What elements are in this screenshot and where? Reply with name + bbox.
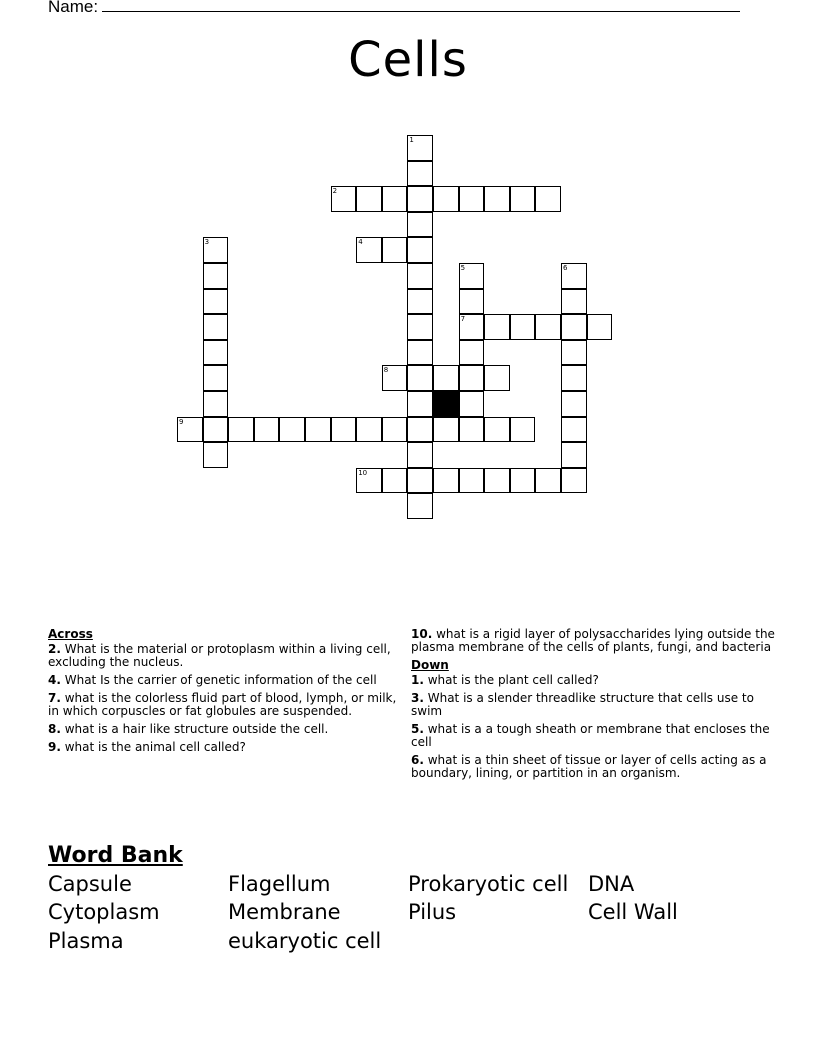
grid-cell[interactable] xyxy=(535,314,561,340)
grid-cell[interactable] xyxy=(356,186,382,212)
grid-cell[interactable] xyxy=(407,186,433,212)
grid-cell[interactable] xyxy=(561,289,587,315)
grid-cell[interactable] xyxy=(407,314,433,340)
grid-cell[interactable] xyxy=(203,365,229,391)
right-clues xyxy=(411,628,781,785)
grid-cell[interactable] xyxy=(382,237,408,263)
clue-down-5: 5. what is a a tough sheath or membrane that encloses the cell xyxy=(411,722,770,749)
clue-number: 9 xyxy=(179,417,184,426)
grid-cell[interactable] xyxy=(535,468,561,494)
grid-cell[interactable] xyxy=(510,417,536,443)
grid-cell[interactable] xyxy=(510,314,536,340)
clue-down-3: 3. What is a slender threadlike structure that cells use to swim xyxy=(411,691,754,718)
clue-across-7: 7. what is the colorless fluid part of blood, lymph, or milk, in which corpuscles or fat globules are suspended. xyxy=(48,691,397,718)
grid-cell[interactable] xyxy=(382,365,408,391)
grid-cell[interactable] xyxy=(484,186,510,212)
word-bank-word: Pilus xyxy=(408,900,457,924)
grid-cell[interactable] xyxy=(177,417,203,443)
grid-cell[interactable] xyxy=(407,161,433,187)
grid-cell[interactable] xyxy=(331,417,357,443)
grid-cell[interactable] xyxy=(561,365,587,391)
clue-number: 7 xyxy=(460,315,466,324)
grid-cell[interactable] xyxy=(407,212,433,238)
grid-cell[interactable] xyxy=(407,417,433,443)
grid-cell[interactable] xyxy=(484,314,510,340)
down-heading: Down xyxy=(411,658,449,672)
page-title: Cells xyxy=(348,32,468,88)
grid-cell[interactable] xyxy=(228,417,254,443)
word-bank-word: eukaryotic cell xyxy=(228,929,382,953)
grid-cell[interactable] xyxy=(459,263,485,289)
clue-number: 5 xyxy=(460,264,466,272)
grid-cell[interactable] xyxy=(407,365,433,391)
clue-number: 3 xyxy=(204,238,210,247)
grid-cell[interactable] xyxy=(561,391,587,417)
grid-cell[interactable] xyxy=(561,314,587,340)
grid-cell[interactable] xyxy=(203,314,229,340)
clue-across-4: 4. What Is the carrier of genetic information of the cell xyxy=(48,673,377,687)
grid-cell[interactable] xyxy=(279,417,305,443)
word-bank-word: Cytoplasm xyxy=(48,900,160,924)
grid-cell[interactable] xyxy=(433,186,459,212)
clue-number: 1 xyxy=(409,136,414,144)
grid-cell[interactable] xyxy=(459,468,485,494)
word-bank-word: Flagellum xyxy=(228,872,331,896)
grid-cell[interactable] xyxy=(535,186,561,212)
word-bank-word: Capsule xyxy=(48,872,132,896)
clue-number: 2 xyxy=(332,187,338,196)
grid-cell[interactable] xyxy=(203,237,229,263)
clue-number: 6 xyxy=(563,264,568,272)
word-bank-word: Membrane xyxy=(228,900,341,924)
clue-across-8: 8. what is a hair like structure outside the cell. xyxy=(48,722,329,736)
grid-cell[interactable] xyxy=(331,186,357,212)
grid-cell[interactable] xyxy=(407,289,433,315)
grid-cell[interactable] xyxy=(433,417,459,443)
word-bank-word: Plasma xyxy=(48,929,124,953)
grid-cell[interactable] xyxy=(587,314,613,340)
grid-cell[interactable] xyxy=(203,289,229,315)
grid-cell[interactable] xyxy=(459,314,485,340)
clue-across-2: 2. What is the material or protoplasm within a living cell, excluding the nucleus. xyxy=(48,642,391,669)
grid-cell[interactable] xyxy=(203,391,229,417)
clue-across-9: 9. what is the animal cell called? xyxy=(48,740,246,754)
grid-cell[interactable] xyxy=(459,391,485,417)
grid-cell[interactable] xyxy=(484,468,510,494)
grid-cell[interactable] xyxy=(203,417,229,443)
word-bank-word: Cell Wall xyxy=(588,900,678,924)
grid-cell[interactable] xyxy=(305,417,331,443)
grid-cell[interactable] xyxy=(407,135,433,161)
clue-down-1: 1. what is the plant cell called? xyxy=(411,673,599,687)
grid-cell[interactable] xyxy=(407,468,433,494)
clue-number: 4 xyxy=(358,238,363,247)
grid-cell[interactable] xyxy=(407,340,433,366)
grid-cell[interactable] xyxy=(484,417,510,443)
grid-cell[interactable] xyxy=(561,468,587,494)
grid-cell[interactable] xyxy=(407,442,433,468)
grid-cell[interactable] xyxy=(459,289,485,315)
grid-cell[interactable] xyxy=(356,468,382,494)
clue-number: 8 xyxy=(383,366,389,375)
grid-cell[interactable] xyxy=(510,186,536,212)
grid-cell[interactable] xyxy=(561,263,587,289)
grid-cell[interactable] xyxy=(407,493,433,519)
grid-cell[interactable] xyxy=(510,468,536,494)
grid-cell[interactable] xyxy=(561,442,587,468)
across-clues xyxy=(48,628,398,759)
grid-cell[interactable] xyxy=(382,186,408,212)
grid-cell[interactable] xyxy=(407,391,433,417)
grid-block xyxy=(433,391,459,417)
grid-cell[interactable] xyxy=(433,365,459,391)
grid-cell[interactable] xyxy=(203,442,229,468)
clue-down-6: 6. what is a thin sheet of tissue or layer of cells acting as a boundary, lining, or partition in an organism. xyxy=(411,753,767,780)
grid-cell[interactable] xyxy=(459,417,485,443)
clue-across-10: 10. what is a rigid layer of polysaccharides lying outside the plasma membrane of the cells of plants, fungi, and bacteria xyxy=(411,627,775,654)
grid-cell[interactable] xyxy=(484,365,510,391)
across-heading: Across xyxy=(48,627,93,641)
grid-cell[interactable] xyxy=(356,237,382,263)
name-label: Name: xyxy=(48,0,99,16)
grid-cell[interactable] xyxy=(433,468,459,494)
clue-number: 10 xyxy=(358,468,368,477)
grid-cell[interactable] xyxy=(407,263,433,289)
grid-cell[interactable] xyxy=(203,263,229,289)
grid-cell[interactable] xyxy=(459,340,485,366)
grid-cell[interactable] xyxy=(382,417,408,443)
grid-cell[interactable] xyxy=(407,237,433,263)
grid-cell[interactable] xyxy=(561,340,587,366)
grid-cell[interactable] xyxy=(356,417,382,443)
grid-cell[interactable] xyxy=(382,468,408,494)
word-bank-word: DNA xyxy=(588,872,635,896)
grid-cell[interactable] xyxy=(459,186,485,212)
grid-cell[interactable] xyxy=(203,340,229,366)
word-bank-word: Prokaryotic cell xyxy=(408,872,569,896)
grid-cell[interactable] xyxy=(254,417,280,443)
word-bank-title: Word Bank xyxy=(48,843,183,868)
grid-cell[interactable] xyxy=(561,417,587,443)
grid-cell[interactable] xyxy=(459,365,485,391)
